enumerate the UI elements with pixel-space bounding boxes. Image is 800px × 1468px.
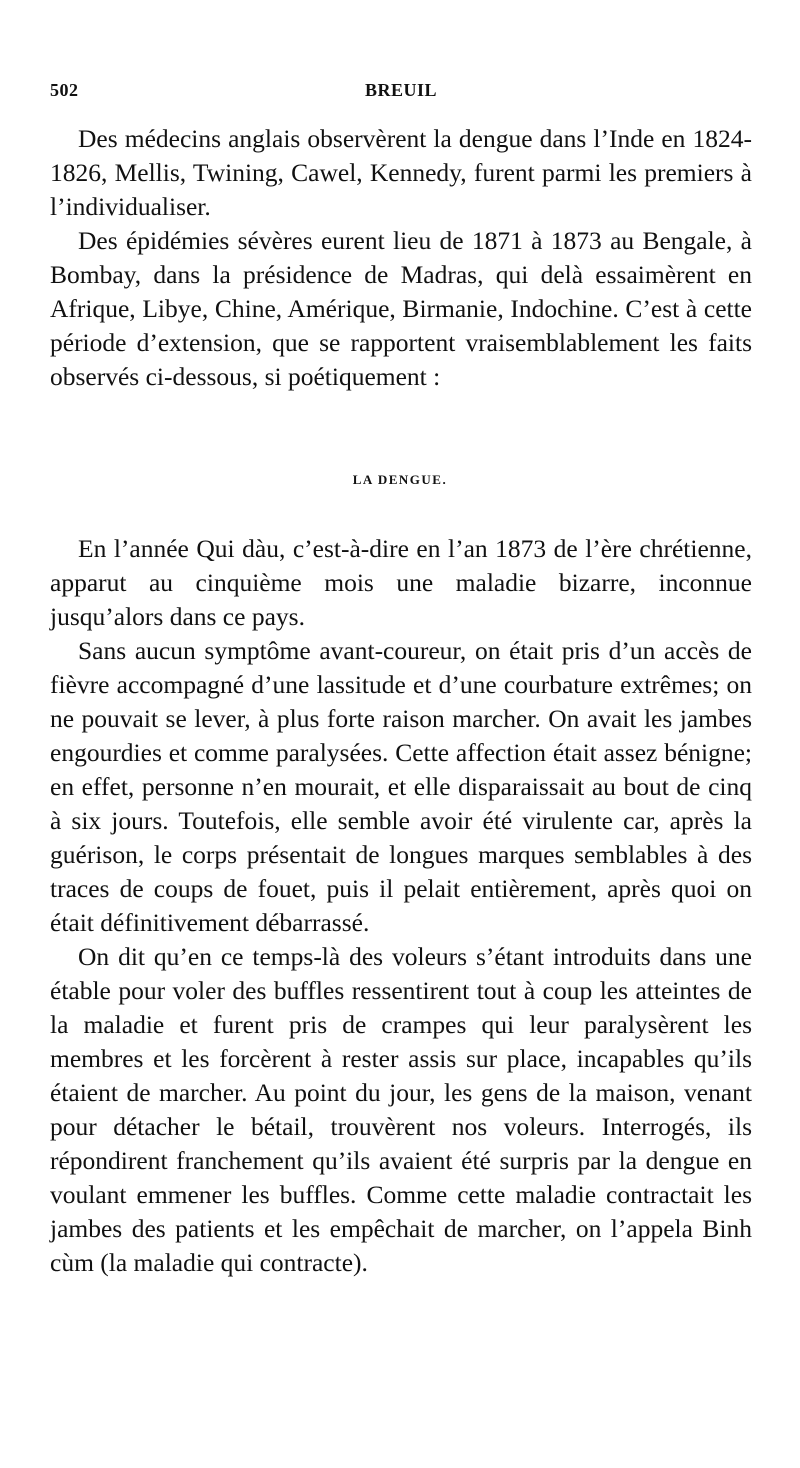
intro-text xyxy=(50,122,752,394)
paragraph: Sans aucun symptôme avant-coureur, on était pris d’un accès de fièvre accompagné d’une lassitude et d’une courbature extrêmes; on ne pouvait se lever, à plus forte raison marcher. On avait les jambes engourdies et comme paralysées. Cette affection était assez bénigne; en effet, personne n’en mourait, et elle disparaissait au bout de cinq à six jours. Toutefois, elle semble avoir été virulente car, après la guérison, le corps présentait de longues marques semblables à des traces de coups de fouet, puis il pelait entièrement, après quoi on était définitivement débarrassé. xyxy=(50,636,752,937)
page-number: 502 xyxy=(50,80,79,100)
paragraph: Des médecins anglais observèrent la dengue dans l’Inde en 1824-1826, Mellis, Twining, Cawel, Kennedy, furent parmi les premiers à l’individualiser. xyxy=(50,124,752,221)
paragraph: En l’année Qui dàu, c’est-à-dire en l’an 1873 de l’ère chrétienne, apparut au cinquième mois une maladie bizarre, inconnue jusqu’alors dans ce pays. xyxy=(50,534,752,631)
running-title: BREUIL xyxy=(364,80,438,100)
main-text xyxy=(50,532,752,1280)
section-title: LA DENGUE. xyxy=(352,472,448,487)
paragraph: On dit qu’en ce temps-là des voleurs s’étant introduits dans une étable pour voler des buffles ressentirent tout à coup les atteintes de la maladie et furent pris de crampes qui leur paralysèrent les membres et les forcèrent à rester assis sur place, incapables qu’ils étaient de marcher. Au point du jour, les gens de la maison, venant pour détacher le bétail, trouvèrent nos voleurs. Interrogés, ils répondirent franchement qu’ils avaient été surpris par la dengue en voulant emmener les buffles. Comme cette maladie contractait les jambes des patients et les empêchait de marcher, on l’appela Binh cùm (la maladie qui contracte). xyxy=(50,942,752,1277)
paragraph: Des épidémies sévères eurent lieu de 1871 à 1873 au Bengale, à Bombay, dans la présidence de Madras, qui delà essaimèrent en Afrique, Libye, Chine, Amérique, Birmanie, Indochine. C’est à cette période d’extension, que se rapportent vraisemblablement les faits observés ci-dessous, si poétiquement : xyxy=(50,226,752,391)
running-head xyxy=(50,80,752,104)
